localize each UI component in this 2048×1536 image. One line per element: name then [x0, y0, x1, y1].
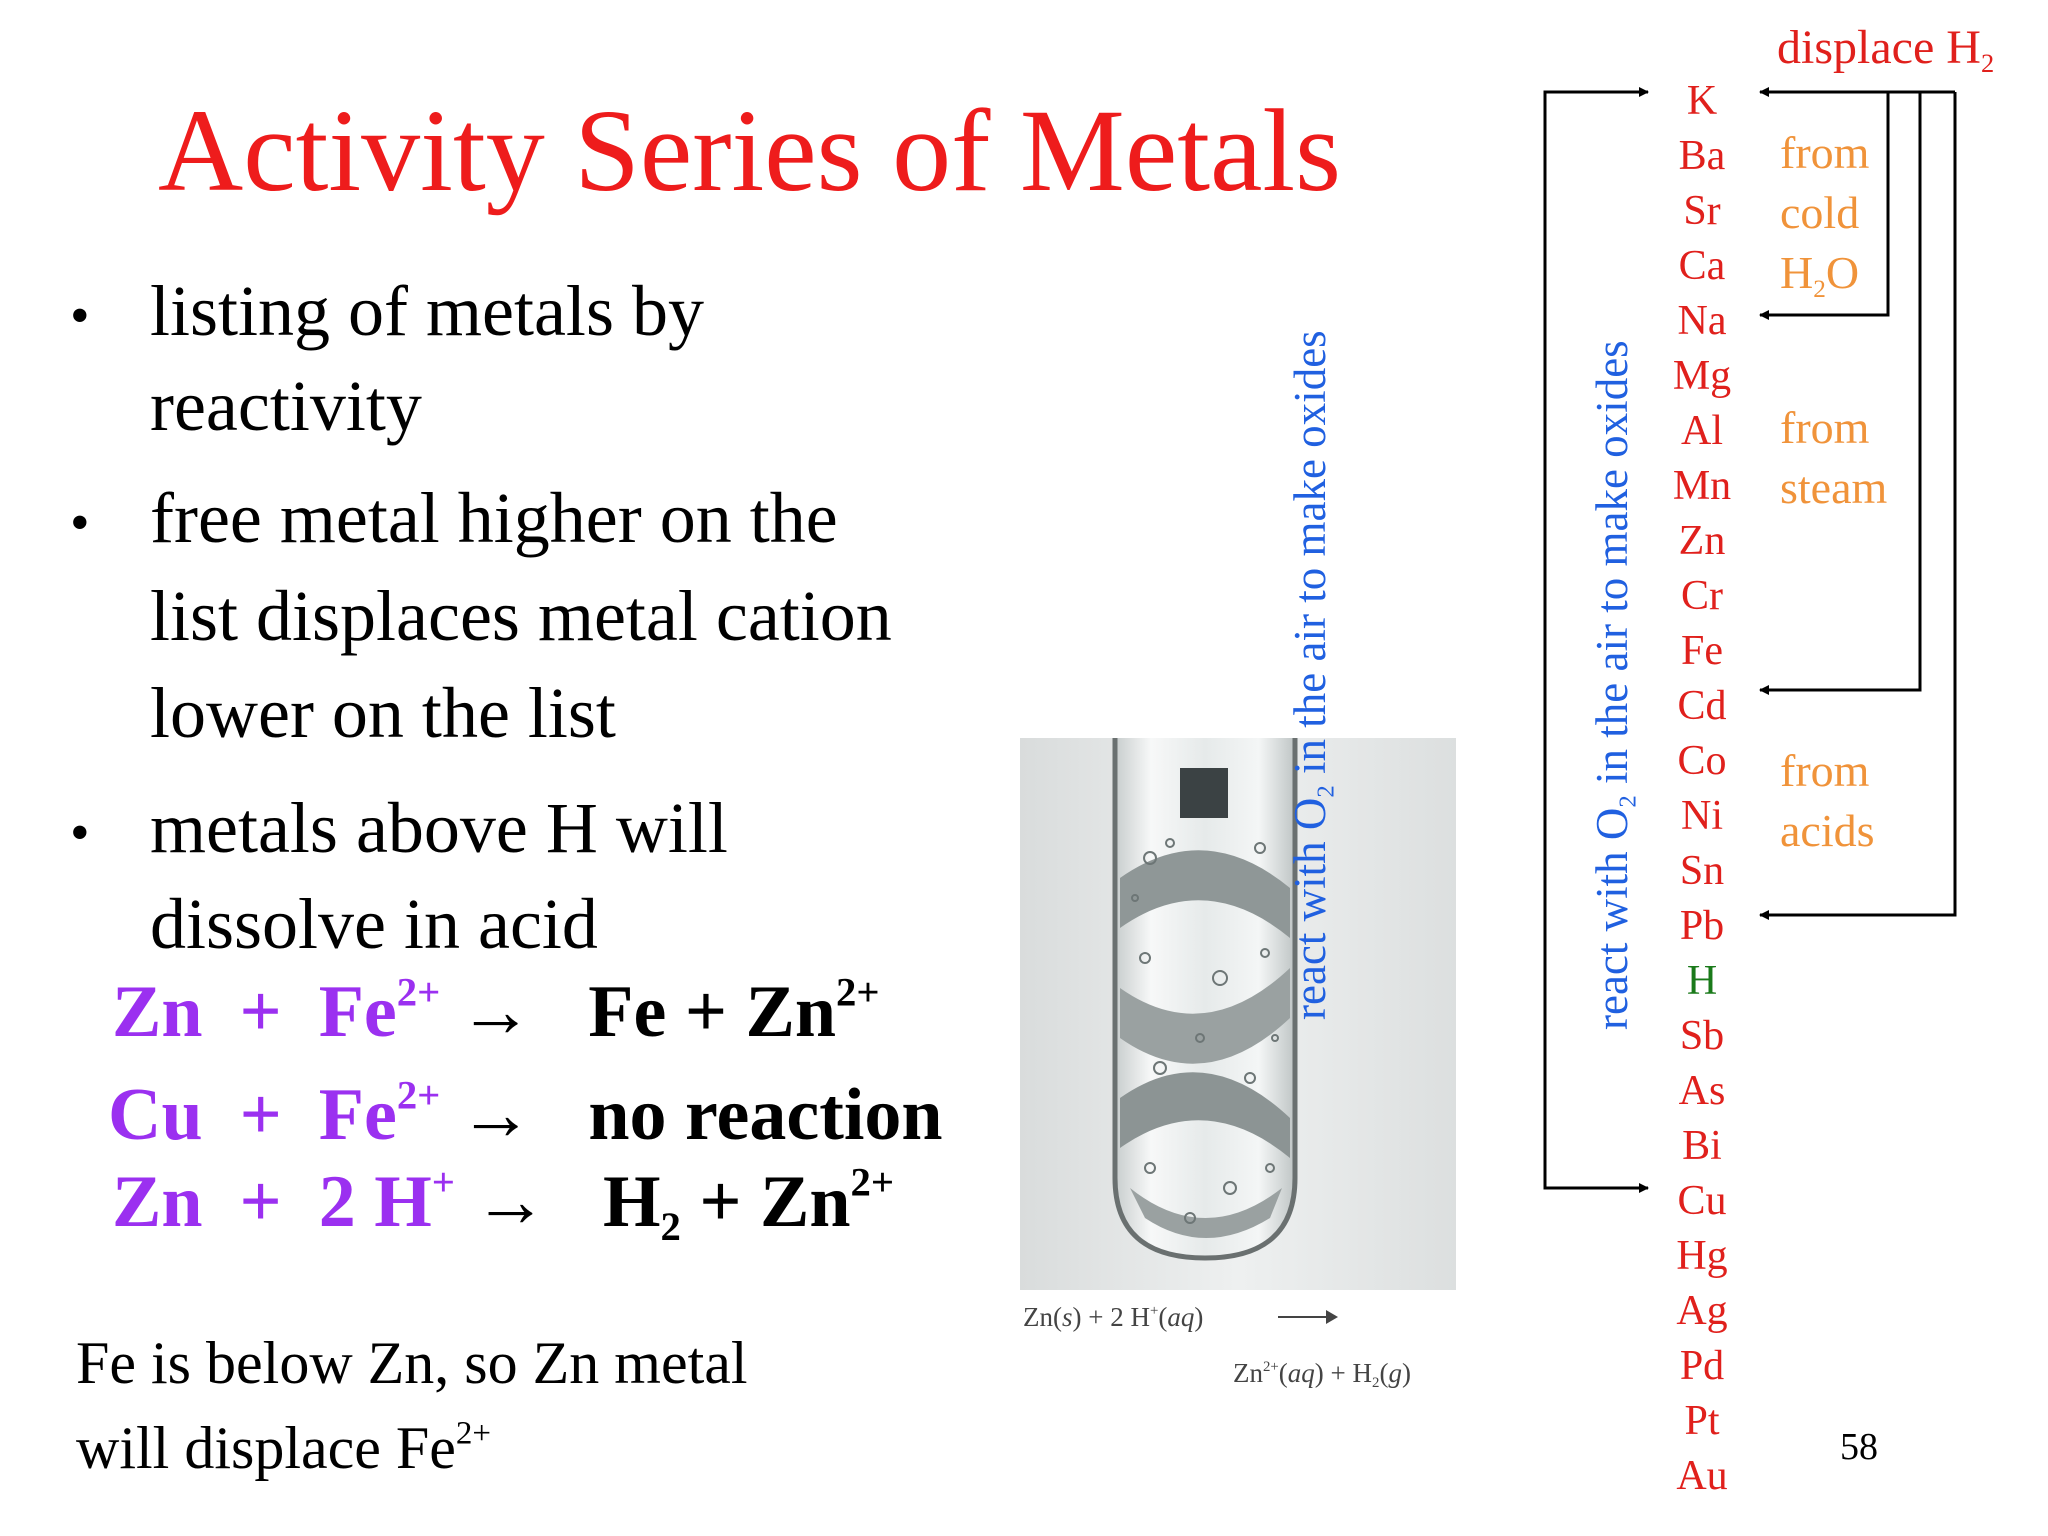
bullet-text: reactivity [150, 366, 422, 446]
bullet-marker: • [70, 492, 90, 554]
element-pb: Pb [1679, 903, 1725, 949]
element-cd: Cd [1677, 683, 1727, 729]
vertical-label-oxides-photo: react with $O_2$ in the air to make oxides [1285, 330, 1340, 1020]
cold-water-bracket [1760, 92, 1888, 315]
bullet-text: metals above H will [150, 788, 728, 868]
element-cr: Cr [1681, 573, 1723, 619]
element-pt: Pt [1684, 1398, 1720, 1444]
bullet-text: dissolve in acid [150, 884, 598, 964]
bullet-marker: • [70, 285, 90, 347]
note-line: will displace $Fe^{2+}$ [76, 1415, 492, 1481]
equation-cu-fe: $Cu + Fe^{2+}$ → no reaction [108, 1072, 943, 1156]
element-hg: Hg [1676, 1233, 1728, 1279]
element-h: H [1686, 958, 1718, 1004]
image-caption-products: $Zn^{2+}(aq) + H_2(g)$ [1233, 1358, 1411, 1392]
element-sr: Sr [1683, 188, 1721, 234]
element-as: As [1678, 1068, 1726, 1114]
oxides-bracket [1545, 92, 1648, 1188]
element-ag: Ag [1676, 1288, 1728, 1334]
bullet-text: free metal higher on the [150, 478, 838, 558]
cold-water-label: from cold $H_2O$ [1780, 127, 1870, 303]
bullet-text: listing of metals by [150, 271, 704, 351]
element-mn: Mn [1672, 463, 1732, 509]
element-ni: Ni [1681, 793, 1723, 839]
element-pd: Pd [1679, 1343, 1725, 1389]
element-k: K [1686, 78, 1718, 124]
element-zn: Zn [1678, 518, 1726, 564]
series-header: displace $H_2$ [1777, 21, 1995, 79]
acids-label: from acids [1780, 745, 1875, 856]
bullet-text: list displaces metal cation [150, 576, 892, 656]
equation-zn-fe: $Zn + Fe^{2+}$ → $Fe + Zn^{2+}$ [112, 969, 880, 1053]
element-ba: Ba [1678, 133, 1726, 179]
element-mg: Mg [1672, 353, 1732, 399]
steam-label: from steam [1780, 402, 1888, 513]
equation-zn-h: Zn + 2 H+ → $H_2 + Zn^{2+}$ [112, 1159, 895, 1250]
vertical-label-oxides-series: react with $O_2$ in the air to make oxides [1587, 340, 1642, 1030]
steam-bracket [1760, 92, 1920, 690]
acids-bracket [1760, 92, 1955, 915]
note-line: Fe is below Zn, so Zn metal [76, 1330, 748, 1396]
element-sb: Sb [1679, 1013, 1725, 1059]
bullet-text: lower on the list [150, 673, 616, 753]
element-fe: Fe [1681, 628, 1723, 674]
element-al: Al [1681, 408, 1723, 454]
element-ca: Ca [1678, 243, 1726, 289]
element-cu: Cu [1677, 1178, 1727, 1224]
element-sn: Sn [1679, 848, 1725, 894]
page-title: Activity Series of Metals [158, 85, 1342, 216]
bullet-marker: • [70, 802, 90, 864]
element-na: Na [1677, 298, 1727, 344]
element-au: Au [1676, 1453, 1728, 1499]
page-number: 58 [1840, 1426, 1878, 1468]
element-co: Co [1677, 738, 1727, 784]
element-bi: Bi [1682, 1123, 1722, 1169]
image-caption-reactants: Zn(s) + 2 H+(aq) [1023, 1302, 1204, 1332]
